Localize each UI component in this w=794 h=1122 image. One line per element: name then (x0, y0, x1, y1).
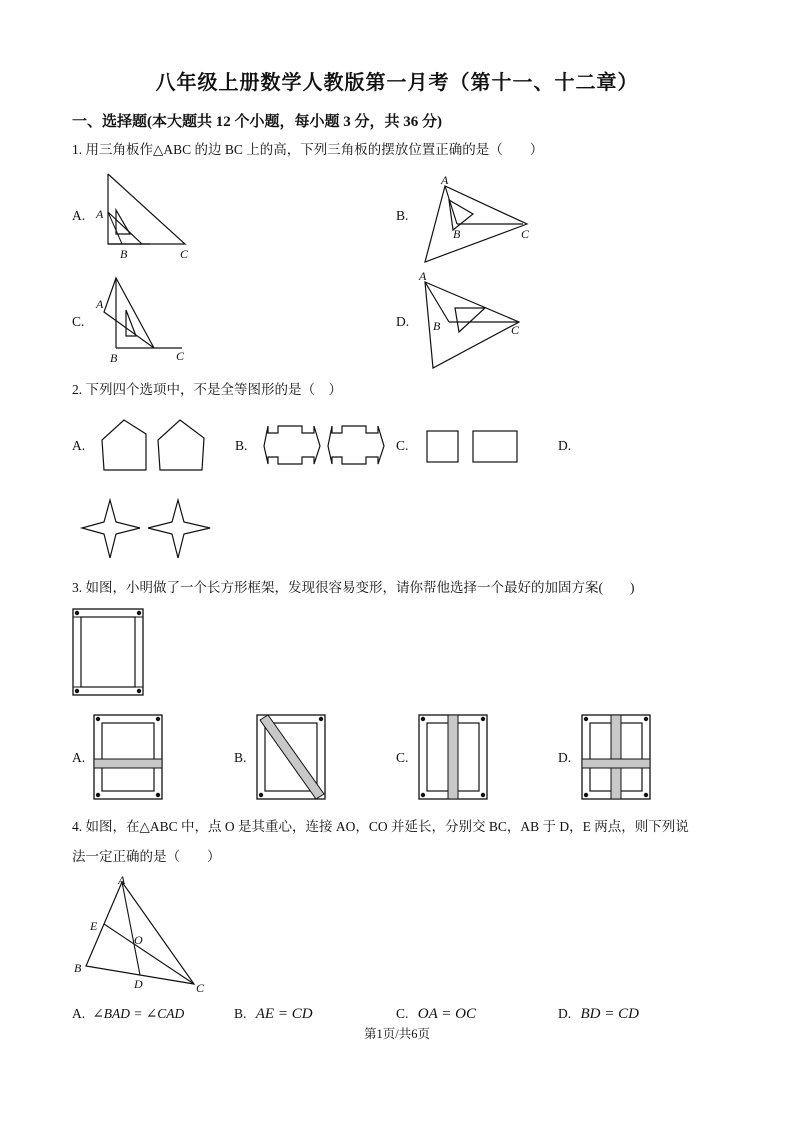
label-c: C (180, 247, 189, 261)
q2-option-d[interactable]: D. (558, 438, 572, 453)
q2-figure-d-stars (80, 498, 215, 560)
q4-option-c-text: OA = OC (417, 1006, 476, 1022)
q4-stem-line1: 4. 如图，在△ABC 中，点 O 是其重心，连接 AO，CO 并延长，分别交 BC，AB 于 D，E 两点，则下列说 (72, 819, 689, 834)
q4-option-a[interactable] (72, 1006, 184, 1022)
label-a: A (441, 173, 449, 187)
q3-option-d[interactable]: D. (558, 750, 572, 765)
q4-option-c[interactable] (396, 1006, 476, 1023)
section-heading: 一、选择题(本大题共 12 个小题，每小题 3 分，共 36 分) (72, 114, 442, 130)
q3-frame-original (72, 608, 146, 698)
q2-option-a[interactable]: A. (72, 438, 86, 453)
label-c: C (511, 323, 520, 337)
q4-option-a-letter: A. (72, 1006, 86, 1021)
q3-stem: 3. 如图，小明做了一个长方形框架，发现很容易变形，请你帮他选择一个最好的加固方案( ) (72, 580, 635, 595)
label-b: B (110, 351, 118, 365)
q2-figure-a-pentagons (100, 418, 210, 473)
label-e: E (90, 919, 98, 933)
label-b: B (453, 227, 461, 241)
q1-option-a[interactable]: A. (72, 208, 86, 223)
q4-option-d-letter: D. (558, 1006, 572, 1021)
page-title: 八年级上册数学人教版第一月考（第十一、十二章） (155, 72, 639, 94)
label-c: C (521, 227, 530, 241)
label-b: B (74, 961, 82, 975)
q2-option-c[interactable]: C. (396, 438, 409, 453)
q3-figure-d (581, 714, 653, 802)
label-a: A (419, 269, 427, 283)
label-d: D (134, 977, 143, 991)
q2-figure-c-rectangles (426, 430, 521, 465)
label-o: O (134, 933, 143, 947)
label-a: A (96, 207, 104, 221)
q3-figure-c (418, 714, 490, 802)
q4-option-c-letter: C. (396, 1006, 409, 1021)
q4-option-d[interactable] (558, 1006, 639, 1023)
q2-option-b[interactable]: B. (235, 438, 248, 453)
label-b: B (120, 247, 128, 261)
q1-figure-b (415, 172, 535, 267)
label-a: A (96, 297, 104, 311)
q3-figure-a (93, 714, 165, 802)
q3-option-b[interactable]: B. (234, 750, 247, 765)
page-footer: 第1页/共6页 (364, 1027, 430, 1041)
q4-stem-line2: 法一定正确的是（ ） (72, 849, 221, 864)
q3-figure-b (256, 714, 328, 802)
q2-figure-b-crosses (262, 424, 387, 469)
q2-stem: 2. 下列四个选项中，不是全等图形的是（ ） (72, 382, 342, 397)
q3-option-a[interactable]: A. (72, 750, 86, 765)
label-c: C (176, 349, 185, 363)
label-b: B (433, 319, 441, 333)
q4-option-d-text: BD = CD (580, 1006, 639, 1022)
q1-option-b[interactable]: B. (396, 208, 409, 223)
q1-stem: 1. 用三角板作△ABC 的边 BC 上的高，下列三角板的摆放位置正确的是（ ） (72, 142, 544, 157)
label-a: A (118, 873, 126, 887)
q1-figure-d (415, 270, 535, 370)
q1-option-d[interactable]: D. (396, 314, 410, 329)
q4-option-a-text: ∠BAD = ∠CAD (92, 1006, 185, 1021)
q1-figure-c (90, 276, 200, 368)
q4-option-b-letter: B. (234, 1006, 247, 1021)
q1-figure-a (90, 170, 200, 265)
q4-option-b[interactable] (234, 1006, 313, 1023)
q1-option-c[interactable]: C. (72, 314, 85, 329)
label-c: C (196, 981, 205, 995)
q4-triangle-figure (70, 872, 220, 1000)
q3-option-c[interactable]: C. (396, 750, 409, 765)
q4-option-b-text: AE = CD (255, 1006, 313, 1022)
